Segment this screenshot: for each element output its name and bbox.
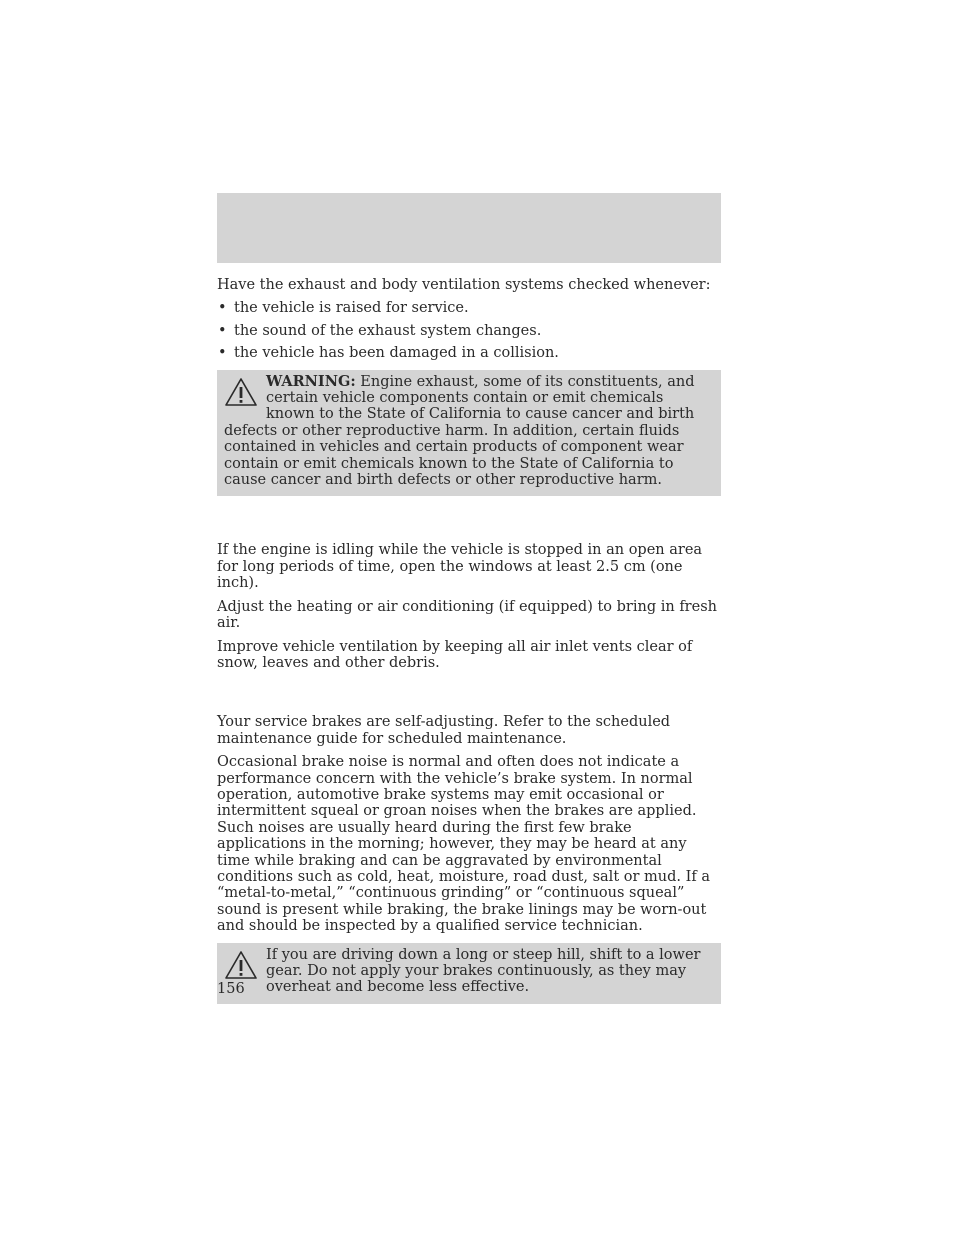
bullet-glyph: • [218,345,227,362]
warning-triangle-icon [224,950,258,980]
section-header-band [217,193,721,263]
warning-triangle-icon [224,377,258,407]
brakes-paragraph: Occasional brake noise is normal and often does not indicate a performance concern with the vehicle’s brake system. In normal operation, automotive brake systems may emit occasional or intermittent squeal or groan noises when the brakes are applied. Such noises are usually heard during the first few brake applications in the morning; however, they may be heard at any time while braking and can be aggravated by environmental conditions such as cold, heat, moisture, road dust, salt or mud. If a “metal-to-metal,” “continuous grinding” or “continuous squeal” sound is present while braking, the brake linings may be worn-out and should be inspected by a qualified service technician. [217,754,710,935]
exhaust-intro: Have the exhaust and body ventilation systems checked whenever: [217,277,711,293]
list-item-text: the vehicle is raised for service. [234,300,469,317]
ventilation-paragraph: Improve vehicle ventilation by keeping all air inlet vents clear of snow, leaves and other debris. [217,638,693,671]
ventilation-paragraph: Adjust the heating or air conditioning (if equipped) to bring in fresh air. [217,598,717,632]
list-item [217,345,721,361]
warning-text: Engine exhaust, some of its constituents, and certain vehicle components contain or emit chemicals known to the State of California to cause cancer and birth defects or other reproductive harm. In addition, certain fluids contained in vehicles and certain products of component wear contain or emit chemicals known to the State of California to cause cancer and birth defects or other reproductive harm. [224,373,695,489]
caution-text: If you are driving down a long or steep hill, shift to a lower gear. Do not apply your brakes continuously, as they may overheat and become less effective. [266,946,701,996]
section-gap [217,496,721,542]
brake-caution-box [217,943,721,1004]
page-content [217,277,721,1004]
list-item [217,323,721,339]
list-item-text: the vehicle has been damaged in a collision. [234,345,559,362]
warning-label: WARNING: [266,372,356,390]
brakes-paragraph: Your service brakes are self-adjusting. Refer to the scheduled maintenance guide for scheduled maintenance. [217,714,671,747]
list-item [217,300,721,316]
exhaust-check-list [217,300,721,361]
bullet-glyph: • [218,322,227,339]
list-item-text: the sound of the exhaust system changes. [234,322,542,339]
california-warning-box [217,370,721,497]
page-number: 156 [217,981,245,997]
ventilation-paragraph: If the engine is idling while the vehicle is stopped in an open area for long periods of time, open the windows at least 2.5 cm (one inch). [217,542,703,592]
section-gap [217,678,721,714]
bullet-glyph: • [218,300,227,317]
